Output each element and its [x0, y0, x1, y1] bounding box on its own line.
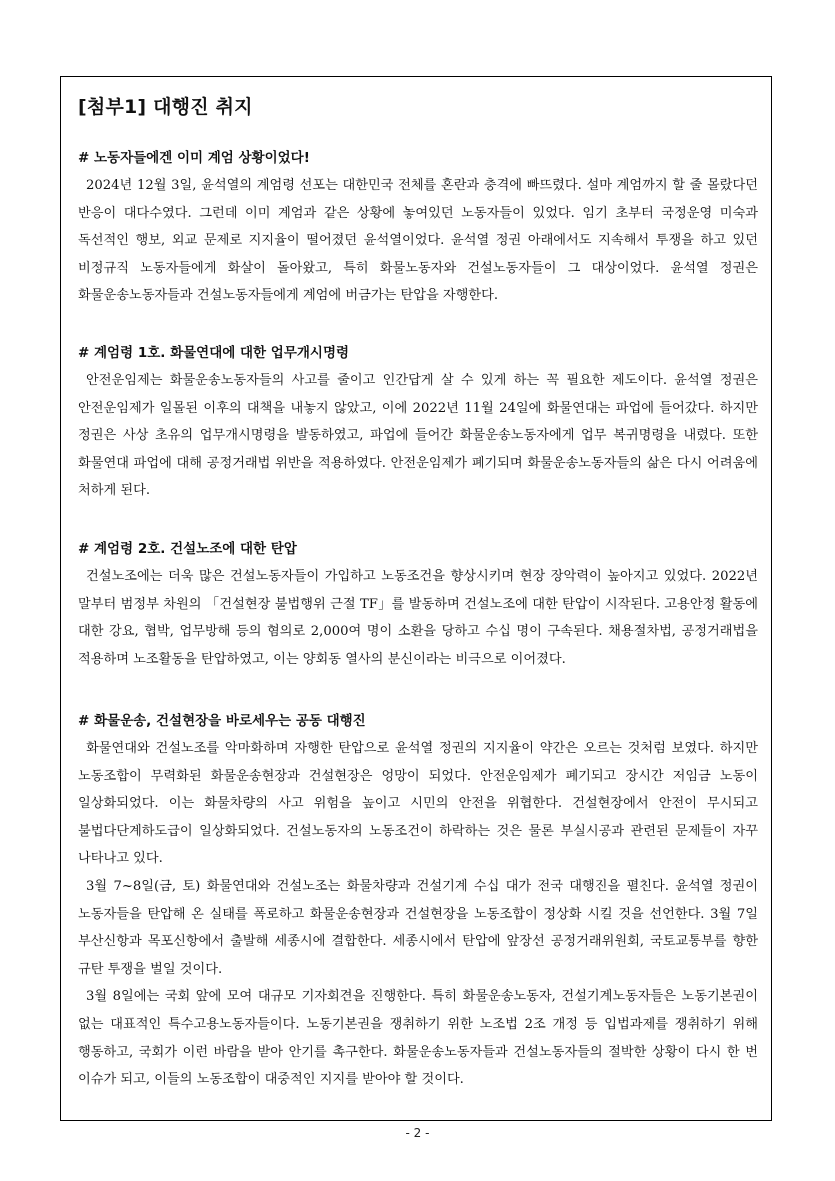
section-heading: # 화물운송, 건설현장을 바로세우는 공동 대행진 [78, 713, 366, 729]
section-heading: # 노동자들에겐 이미 계엄 상황이었다! [78, 150, 310, 166]
section-paragraph: 안전운임제는 화물운송노동자들의 사고를 줄이고 인간답게 살 수 있게 하는 꼭 필요한 제도이다. 윤석열 정권은 안전운임제가 일몰된 이후의 대책을 내놓지 않았고, 이에 2022년 11월 24일에 화물연대는 파업에 들어갔다. 하지만 정권은 사상 초유의 업무개시명령을 발동하였고, 파업에 들어간 화물운송노동자에게 업무 복귀명령을 내렸다. 또한 화물연대 파업에 대해 공정거래법 위반을 적용하였다. 안전운임제가 폐기되며 화물운송노동자들의 삶은 다시 어려움에 처하게 된다. [78, 373, 758, 499]
section-paragraph: 건설노조에는 더욱 많은 건설노동자들이 가입하고 노동조건을 향상시키며 현장 장악력이 높아지고 있었다. 2022년 말부터 범정부 차원의 「건설현장 불법행위 근절 TF」를 발동하며 건설노조에 대한 탄압이 시작된다. 고용안정 활동에 대한 강요, 협박, 업무방해 등의 혐의로 2,000여 명이 소환을 당하고 수십 명이 구속된다. 채용절차법, 공정거래법을 적용하며 노조활동을 탄압하였고, 이는 양회동 열사의 분신이라는 비극으로 이어졌다. [78, 569, 758, 667]
section-decree-1-cargo [78, 340, 758, 505]
section-martial-law-already [78, 145, 758, 310]
document-title: [첨부1] 대행진 취지 [78, 96, 253, 118]
page-number: - 2 - [405, 1126, 430, 1140]
section-joint-march [78, 708, 758, 1094]
section-paragraph: 3월 8일에는 국회 앞에 모여 대규모 기자회견을 진행한다. 특히 화물운송노동자, 건설기계노동자들은 노동기본권이 없는 대표적인 특수고용노동자들이다. 노동기본권을 쟁취하기 위한 노조법 2조 개정 등 입법과제를 쟁취하기 위해 행동하고, 국회가 이런 바람을 받아 안기를 촉구한다. 화물운송노동자들과 건설노동자들의 절박한 상황이 다시 한 번 이슈가 되고, 이들의 노동조합이 대중적인 지지를 받아야 할 것이다. [78, 989, 758, 1088]
section-paragraph: 화물연대와 건설노조를 악마화하며 자행한 탄압으로 윤석열 정권의 지지율이 약간은 오르는 것처럼 보였다. 하지만 노동조합이 무력화된 화물운송현장과 건설현장은 엉망이 되었다. 안전운임제가 폐기되고 장시간 저임금 노동이 일상화되었다. 이는 화물차량의 사고 위험을 높이고 시민의 안전을 위협한다. 건설현장에서 안전이 무시되고 불법다단계하도급이 일상화되었다. 건설노동자의 노동조건이 하락하는 것은 물론 부실시공과 관련된 문제들이 자꾸 나타나고 있다. [78, 741, 758, 867]
section-paragraph: 2024년 12월 3일, 윤석열의 계엄령 선포는 대한민국 전체를 혼란과 충격에 빠뜨렸다. 설마 계엄까지 할 줄 몰랐다던 반응이 대다수였다. 그런데 이미 계엄과 같은 상황에 놓여있던 노동자들이 있었다. 임기 초부터 국정운영 미숙과 독선적인 행보, 외교 문제로 지지율이 떨어졌던 윤석열이었다. 윤석열 정권 아래에서도 지속해서 투쟁을 하고 있던 비정규직 노동자들에게 화살이 돌아왔고, 특히 화물노동자와 건설노동자들이 그 대상이었다. 윤석열 정권은 화물운송노동자들과 건설노동자들에게 계엄에 버금가는 탄압을 자행한다. [78, 178, 759, 304]
section-heading: # 계엄령 1호. 화물연대에 대한 업무개시명령 [78, 345, 350, 361]
section-heading: # 계엄령 2호. 건설노조에 대한 탄압 [78, 541, 297, 557]
section-paragraph: 3월 7~8일(금, 토) 화물연대와 건설노조는 화물차량과 건설기계 수십 대가 전국 대행진을 펼친다. 윤석열 정권이 노동자들을 탄압해 온 실태를 폭로하고 화물운송현장과 건설현장을 노동조합이 정상화 시킬 것을 선언한다. 3월 7일 부산신항과 목포신항에서 출발해 세종시에 결합한다. 세종시에서 탄압에 앞장선 공정거래위원회, 국토교통부를 향한 규탄 투쟁을 벌일 것이다. [78, 878, 758, 977]
section-decree-2-construction [78, 536, 758, 673]
